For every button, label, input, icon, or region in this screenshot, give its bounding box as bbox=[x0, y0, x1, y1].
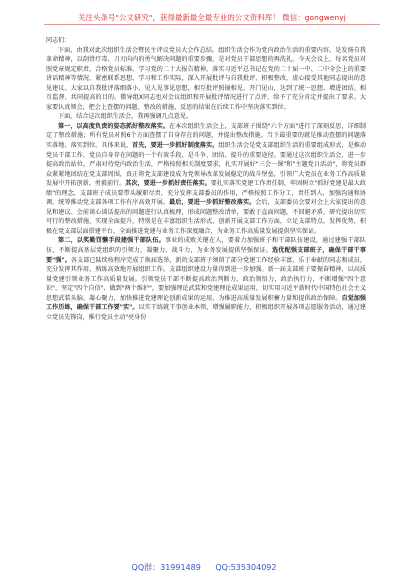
paragraph bbox=[46, 236, 366, 322]
paragraph-text: 以实干练就干事创业本领，增强履职能力，积极组织开展各项志愿服务活动，通过建立党员先锋岗，推行党员主动"亮身份 bbox=[46, 304, 366, 321]
paragraph-heading: 第二，以奖勤罚懒手段建强干部队伍。 bbox=[58, 237, 165, 245]
page-footer bbox=[0, 562, 408, 573]
paragraph-heading: 其次，要进一步抓好责任落实。 bbox=[125, 180, 211, 188]
paragraph-text: 要扎实落实党建工作责任制，牢固树立"抓好党建是最大政绩"的理念，支部班子成员要带头履职尽责，充分发挥支部委员的作用，严格按照工作分工，责任到人，加强沟通和协调，统筹推动党支部各项工作有序高效开展。 bbox=[46, 180, 366, 207]
paragraph-list bbox=[46, 46, 366, 323]
paragraph-heading: 第一，以高度负责的姿态抓好整改落实。 bbox=[58, 122, 170, 130]
paragraph-heading: 首先，要进一步抓好制度落实。 bbox=[132, 142, 219, 150]
paragraph-heading: 自觉加强工作历练，确保干部工作要"实"。 bbox=[46, 294, 367, 312]
salutation: 同志们： bbox=[46, 37, 71, 44]
paragraph-text: 在本次组织生活会上，支部班子围绕"六个方面"进行了深刻反思，详细制定了整改措施；所有党员对照6个方面查摆了自身存在的问题，并提出整改措施。当下最重要的就是推动查摆的问题落实落地、落实到位。具体来说， bbox=[46, 122, 367, 150]
paragraph-text: 组织生活会是党支部组织生活的重要组成形式，是推动党员干部工作，党员自身存在问题的一个有效手段，是斗争、团结、提升的重要途径。要通过这次组织生活会，进一步提高政治站位，严肃对待党内政治生活，严格按照相关制度要求，扎实开展好"三会一课"和"主题党日活动"，将党员群众紧紧地团结在党支部周围，真正将党支部建设成为党领导改革发展稳定的战斗堡垒，引领广大党员在业务工作高质量发展中开拓创新、勇毅前行。 bbox=[46, 142, 367, 188]
paragraph-text: 下面，由我对此次组织生活会暨民主评议党员大会作总结。组织生活会作为党内政治生活的重要内容，是发扬自我革命精神，以刮骨疗毒、刀刃向内的勇气解决问题的重要步骤，是对党员干部思想的再洗礼。今天会议上，每名党员对照党章规定职责、合格党员标准、学习党的二十大报告精神，落实习近平总书记在党的二十届一中、二中全会上的重要讲话精神等情况，紧密联系思想、学习和工作实际，深入开展批评与自我批评，积极整改，虚心接受其他同志提出的意见建议。大家以自我批评落细落小、见人见事见思想，相互批评照镜相见、开门见山，达到了统一思想、增进团结、相互监督、共同提高的目的。微导组X同志也对会议组织和开展批评情况进行了点评，给予了充分肯定并提出了要求。大家要认真领会，把会上查摆的问题、整改的措施、反思的结果在后续工作中坚决落实到位。 bbox=[46, 46, 366, 111]
paragraph bbox=[46, 122, 366, 237]
paragraph bbox=[46, 112, 366, 122]
paragraph-text: 会后，支部委员会要对会上大家提出的意见和建议、会前谈心谈话提出的问题进行认真梳理，形成问题整改清单，要敢于直面问题，不回避矛盾，研究提出切实可行的整改措施，实现全面提升，特别是在丰富组织生活形式、创新开展支部工作方面，立足支部特点，发挥优势，积极在党支部层面搭建平台，全面推进党建与业务工作深度融合，为业务工作高质量发展提供坚实保证。 bbox=[46, 199, 367, 235]
document-body bbox=[46, 36, 366, 322]
paragraph bbox=[46, 46, 366, 113]
paragraph-heading: 最后，要进一步抓好整改落实。 bbox=[169, 199, 256, 207]
paragraph-heading: 选优配强支部班子，确保干部干事要"强"。 bbox=[46, 247, 367, 264]
footer-qq-contact: QQ:535304092 bbox=[215, 563, 277, 572]
paragraph-text: 事业的成败关键在人，要着力加强班子和干部队伍建设，通过建强干部队伍，不断提高基层党组织的引领力、凝聚力、战斗力，为业务发展提供坚强保证。 bbox=[46, 237, 367, 255]
page-header: 关注头条号"公文研究"，获得最新最全最专业的公文资料库！ 微信：gongwenyj bbox=[78, 13, 346, 22]
paragraph-text: 下面，结合这次组织生活会，我再强调几点意见。 bbox=[58, 113, 193, 121]
footer-qq-group: QQ群：31991489 bbox=[131, 563, 201, 572]
header-divider bbox=[44, 24, 380, 25]
paragraph-text: 各支部已陆续按程序完成了换届选举，新的支部班子须留了部分党建工作经验丰富，乐于奉献的同志和成员，充分发挥其作用，熟练高效地开展组织工作。支部组织建设力量得到进一步加强。新一届支部班子要振奋精神，以高质量党建引领业务工作高质量发展。引领党员干部不断提高政治判断力、政治领悟力、政治执行力，不断增强"四个意识"、坚定"四个自信"、做到"两个维护"，要加强理论武装和党建理论成果运用，切实用习近平新时代中国特色社会主义思想武装头脑、凝心聚力，加快推进党建理论创新成果的运用，为推进高质量发展积蓄力量和提供政治保障。 bbox=[46, 256, 366, 302]
